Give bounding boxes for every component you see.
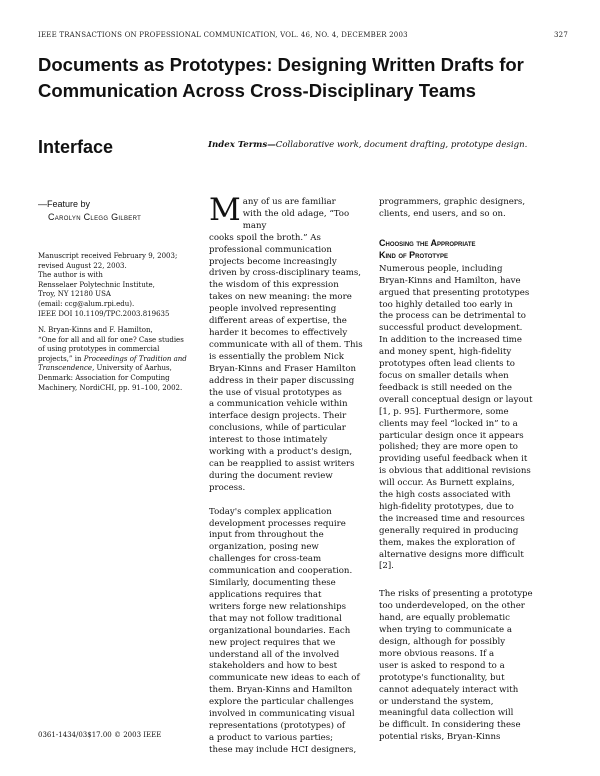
body-column-3	[379, 197, 569, 744]
drop-cap: M	[209, 192, 241, 228]
body-line: projects become increasingly	[209, 256, 337, 267]
body-line: alternative designs more difficult	[379, 549, 524, 560]
journal-name: IEEE TRANSACTIONS ON PROFESSIONAL COMMUNICATION, VOL. 46, NO. 4, DECEMBER 2003	[38, 31, 408, 39]
body-line: too underdeveloped, on the other	[379, 601, 525, 612]
body-line: a communication vehicle within	[209, 399, 348, 410]
body-line: generally required in producing	[379, 525, 519, 536]
index-terms-text: Collaborative work, document drafting, prototype design.	[275, 140, 528, 150]
body-line: meaningful data collection will	[379, 708, 514, 719]
citation-line: “One for all and all for one? Case studies	[38, 335, 184, 344]
body-line: cooks spoil the broth.” As	[209, 232, 321, 243]
body-line: the use of visual prototypes as	[209, 387, 342, 398]
manuscript-info	[38, 252, 198, 319]
body-line: conclusions, while of particular	[209, 423, 346, 434]
body-line: challenges for cross-team	[209, 554, 322, 565]
body-line: stakeholders and how to best	[209, 661, 338, 672]
body-line: driven by cross-disciplinary teams,	[209, 268, 361, 279]
citation-line: N. Bryan-Kinns and F. Hamilton,	[38, 326, 153, 334]
body-line: these may include HCI designers,	[209, 744, 357, 755]
body-line: Similarly, documenting these	[209, 578, 336, 589]
feature-byline	[38, 198, 141, 224]
body-line: The risks of presenting a prototype	[379, 589, 533, 600]
copyright-footer: 0361-1434/03$17.00 © 2003 IEEE	[38, 731, 162, 739]
body-line: prototypes often lead clients to	[379, 359, 515, 370]
body-line: design, although for possibly	[379, 637, 506, 647]
body-line: that may not follow traditional	[209, 613, 342, 624]
subsection-heading-line-2	[379, 249, 569, 261]
citation-line	[38, 364, 198, 374]
body-line: particular design once it appears	[379, 430, 524, 441]
body-line: understand all of the involved	[209, 649, 340, 660]
body-line: will occur. As Burnett explains,	[379, 478, 515, 489]
running-head	[38, 31, 568, 39]
body-line: In addition to the increased time	[379, 335, 522, 346]
body-line: writers forge new relationships	[209, 601, 347, 612]
index-terms-label: Index Terms—	[208, 140, 276, 150]
body-line: communicate new ideas to each of	[209, 673, 360, 684]
body-line: the high costs associated with	[379, 490, 511, 501]
body-line: during the document review	[209, 470, 333, 481]
body-line: argued that presenting prototypes	[379, 287, 530, 298]
body-line: organizational boundaries. Each	[209, 625, 351, 636]
body-line: high-fidelity prototypes, due to	[379, 501, 514, 512]
body-line: too highly detailed too early in	[379, 299, 513, 310]
body-line: harder it becomes to effectively	[209, 327, 348, 338]
body-line: is obvious that additional revisions	[379, 466, 531, 477]
body-line: overall conceptual design or layout	[379, 394, 533, 405]
body-line: the increased time and resources	[379, 513, 525, 524]
title-line-1: Documents as Prototypes: Designing Written Drafts for	[38, 54, 524, 75]
body-line: new project requires that we	[209, 637, 336, 648]
paragraph-1	[209, 245, 371, 495]
index-terms	[208, 139, 528, 151]
feature-by: —Feature by	[38, 199, 91, 209]
body-line: a product to various parties;	[209, 732, 334, 743]
body-line: different areas of expertise, the	[209, 316, 347, 327]
body-line: the wisdom of this expression	[209, 280, 339, 291]
manuscript-line: Manuscript received February 9, 2003;	[38, 252, 178, 260]
body-line: clients, end users, and so on.	[379, 208, 506, 219]
body-line: professional communication	[209, 244, 332, 255]
body-line: when trying to communicate a	[379, 625, 512, 636]
opening-paragraph	[209, 192, 371, 245]
subsection-heading	[379, 237, 569, 261]
body-line: successful product development.	[379, 323, 523, 334]
manuscript-line: Rensselaer Polytechnic Institute,	[38, 280, 155, 289]
body-line: with the old adage, “Too many	[242, 208, 350, 231]
body-line: polished; they are more open to	[379, 442, 518, 453]
body-line: feedback is still needed on the	[379, 382, 513, 393]
body-line: working with a product's design,	[209, 447, 353, 458]
body-line: explore the particular challenges	[209, 697, 354, 708]
reference-citation	[38, 326, 198, 393]
paragraph-2	[209, 507, 371, 757]
body-column-2	[209, 192, 371, 757]
body-line: any of us are familiar	[242, 197, 336, 207]
body-line: the process can be detrimental to	[379, 311, 526, 322]
body-line: is essentially the problem Nick	[209, 351, 344, 362]
manuscript-line: revised August 22, 2003.	[38, 261, 127, 270]
body-line: or understand the system,	[379, 696, 494, 707]
body-line: [2].	[379, 561, 394, 572]
body-line: be difficult. In considering these	[379, 720, 521, 731]
citation-line: Denmark: Association for Computing	[38, 373, 170, 382]
body-line: cannot adequately interact with	[379, 684, 519, 695]
body-line: more obvious reasons. If a	[379, 648, 495, 659]
manuscript-line: Troy, NY 12180 USA	[38, 290, 111, 299]
body-line: prototype's functionality, but	[379, 672, 505, 683]
citation-proceedings-cont: Transcendence	[38, 364, 93, 373]
title-line-2: Communication Across Cross-Disciplinary Teams	[38, 80, 476, 101]
manuscript-line: (email: ccg@alum.rpi.edu).	[38, 299, 135, 308]
body-line: development processes require	[209, 518, 346, 529]
body-line: can be reapplied to assist writers	[209, 458, 355, 469]
body-line: them, makes the exploration of	[379, 537, 515, 548]
citation-text: projects,” in	[38, 354, 84, 363]
paragraph-4	[379, 589, 569, 744]
body-line: Bryan-Kinns and Hamilton, have	[379, 275, 521, 286]
body-line: and money spent, high-fidelity	[379, 347, 512, 358]
body-line: communicate with all of them. This	[209, 339, 363, 350]
manuscript-line: The author is with	[38, 271, 103, 280]
body-line: user is asked to respond to a	[379, 660, 505, 671]
body-line: organization, posing new	[209, 542, 319, 553]
body-line: clients may feel “locked in” to a	[379, 418, 518, 429]
paragraph-3	[379, 264, 569, 574]
body-line: interest to those intimately	[209, 435, 328, 446]
body-line: programmers, graphic designers,	[379, 197, 526, 207]
body-line: communication and cooperation.	[209, 566, 353, 577]
subhead-text: Choosing the Appropriate	[379, 237, 476, 248]
author-name: Carolyn Clegg Gilbert	[48, 212, 142, 222]
subhead-text: Kind of Prototype	[379, 249, 449, 260]
body-line: hand, are equally problematic	[379, 613, 510, 624]
manuscript-line: IEEE DOI 10.1109/TPC.2003.819635	[38, 309, 170, 318]
article-title	[38, 52, 558, 104]
section-label: Interface	[38, 137, 114, 157]
citation-text: , University of Aarhus,	[92, 364, 172, 373]
body-line: potential risks, Bryan-Kinns	[379, 732, 501, 743]
body-line: applications requires that	[209, 590, 322, 600]
body-line: address in their paper discussing	[209, 375, 355, 386]
body-line: focus on smaller details when	[379, 370, 509, 381]
citation-proceedings: Proceedings of Tradition and	[83, 354, 187, 363]
citation-line	[38, 355, 198, 365]
citation-line: of using prototypes in commercial	[38, 345, 160, 354]
page-number: 327	[554, 31, 568, 39]
citation-line: Machinery, NordiCHI, pp. 91–100, 2002.	[38, 383, 183, 392]
body-line: Numerous people, including	[379, 263, 503, 274]
body-line: people involved representing	[209, 304, 337, 315]
body-line: input from throughout the	[209, 530, 324, 541]
body-line: representations (prototypes) of	[209, 720, 346, 731]
body-line: providing useful feedback when it	[379, 454, 528, 465]
body-line: Today's complex application	[209, 506, 332, 517]
body-line: involved in communicating visual	[209, 709, 355, 720]
body-line: interface design projects. Their	[209, 411, 347, 422]
paragraph-continued	[379, 197, 569, 221]
subsection-heading-line-1	[379, 237, 569, 249]
body-line: them. Bryan-Kinns and Hamilton	[209, 685, 353, 696]
body-line: process.	[209, 482, 246, 493]
body-line: takes on new meaning: the more	[209, 292, 352, 303]
body-line: Bryan-Kinns and Fraser Hamilton	[209, 363, 357, 374]
body-line: [1, p. 95]. Furthermore, some	[379, 406, 509, 417]
